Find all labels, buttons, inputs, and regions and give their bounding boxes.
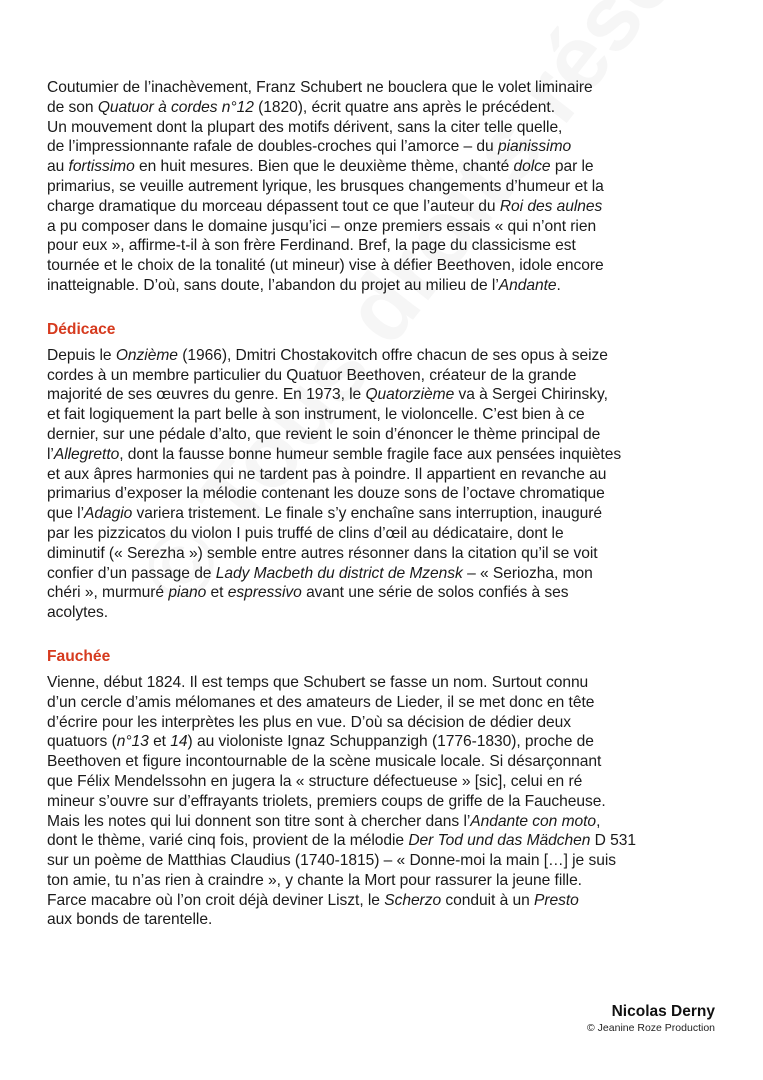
text-run: tournée et le choix de la tonalité (ut mineur) vise à défier Beethoven, idole encore [47, 257, 604, 275]
text-run: et fait logiquement la part belle à son instrument, le violoncelle. C’est bien à ce [47, 406, 585, 424]
italic-text: Onzième [115, 346, 178, 364]
text-run: primarius d’exposer la mélodie contenant les douze sons de l’octave chromatique [47, 485, 605, 503]
text-run: et aux âpres harmonies qui ne tardent pas à poindre. Il appartient en revanche au [47, 465, 607, 483]
text-run: , dont la fausse bonne humeur semble fragile face aux pensées inquiètes [119, 445, 622, 463]
text-run: ton amie, tu n’as rien à craindre », y chante la Mort pour rassurer la jeune fille. [47, 871, 582, 889]
text-line [47, 583, 737, 603]
text-line [47, 871, 737, 891]
text-run: Vienne, début 1824. Il est temps que Schubert se fasse un nom. Surtout connu [47, 673, 589, 691]
text-run: – « Seriozha, mon [462, 564, 593, 582]
author-name: Nicolas Derny [611, 1003, 715, 1020]
text-line [47, 78, 737, 98]
text-run: va à Sergei Chirinsky, [454, 386, 608, 404]
text-run: Depuis le [47, 346, 116, 364]
text-run: dernier, sur une pédale d’alto, que revient le soin d’énoncer le thème principal de [47, 425, 601, 443]
text-run: diminutif (« Serezha ») semble entre autres résonner dans la citation qu’il se voit [47, 544, 598, 562]
text-line [47, 118, 737, 138]
text-line [47, 891, 737, 911]
text-line [47, 98, 737, 118]
italic-text: Scherzo [384, 891, 442, 909]
text-line [47, 792, 737, 812]
text-run: aux bonds de tarentelle. [47, 911, 213, 929]
text-run: par les pizzicatos du violon I puis truffé de clins d’œil au dédicataire, dont le [47, 524, 564, 542]
text-line [47, 366, 737, 386]
section-heading-fauchee: Fauchée [47, 647, 111, 665]
text-run: Beethoven et figure incontournable de la scène musicale locale. Si désarçonnant [47, 753, 602, 771]
italic-text: Quatuor à cordes n°12 [97, 98, 254, 116]
text-run: l’ [47, 445, 54, 463]
text-run: acolytes. [47, 604, 109, 622]
text-line [47, 236, 737, 256]
text-run: avant une série de solos confiés à ses [301, 584, 569, 602]
text-line [47, 544, 737, 564]
text-run: cordes à un membre particulier du Quatuor Beethoven, créateur de la grande [47, 366, 577, 384]
italic-text: dolce [513, 158, 551, 176]
text-run: . [556, 276, 561, 294]
text-run: conduit à un [441, 891, 535, 909]
italic-text: Adagio [83, 505, 133, 523]
text-line [47, 603, 737, 623]
intro-paragraph [47, 78, 737, 296]
text-run: que Félix Mendelssohn en jugera la « structure défectueuse » [sic], celui en ré [47, 772, 583, 790]
text-run: par le [550, 158, 594, 176]
text-run: d’un cercle d’amis mélomanes et des amateurs de Lieder, il se met donc en tête [47, 693, 595, 711]
text-run: , [596, 812, 601, 830]
text-line [47, 177, 737, 197]
dedicace-paragraph [47, 346, 737, 623]
text-line [47, 385, 737, 405]
text-run: et [148, 733, 171, 751]
text-run: de l’impressionnante rafale de doubles-croches qui l’amorce – du [47, 138, 498, 156]
text-run: (1966), Dmitri Chostakovitch offre chacun de ses opus à seize [177, 346, 608, 364]
text-line [47, 851, 737, 871]
text-line [47, 484, 737, 504]
text-run: sur un poème de Matthias Claudius (1740-1815) – « Donne-moi la main […] je suis [47, 852, 616, 870]
text-run: d’écrire pour les interprètes les plus en vue. D’où sa décision de dédier deux [47, 713, 571, 731]
italic-text: Allegretto [53, 445, 120, 463]
text-line [47, 465, 737, 485]
text-run: et [206, 584, 228, 602]
text-run: quatuors ( [47, 733, 117, 751]
text-line [47, 752, 737, 772]
italic-text: Der Tod und das Mädchen [408, 832, 591, 850]
text-line [47, 524, 737, 544]
fauchee-paragraph [47, 673, 737, 930]
text-run: Mais les notes qui lui donnent son titre sont à chercher dans l’ [47, 812, 471, 830]
italic-text: Andante con moto [470, 812, 597, 830]
text-run: de son [47, 98, 98, 116]
text-run: que l’ [47, 505, 84, 523]
text-line [47, 445, 737, 465]
text-run: dont le thème, varié cinq fois, provient de la mélodie [47, 832, 409, 850]
section-heading-dedicace: Dédicace [47, 320, 116, 338]
text-run: D 531 [590, 832, 637, 850]
text-line [47, 157, 737, 177]
text-line [47, 504, 737, 524]
text-line [47, 405, 737, 425]
italic-text: Presto [534, 891, 579, 909]
text-line [47, 673, 737, 693]
italic-text: espressivo [227, 584, 302, 602]
text-run: ) au violoniste Ignaz Schuppanzigh (1776-1830), proche de [187, 733, 594, 751]
text-run: majorité de ses œuvres du genre. En 1973, le [47, 386, 366, 404]
italic-text: piano [168, 584, 207, 602]
text-line [47, 812, 737, 832]
text-run: charge dramatique du morceau dépassent tout ce que l’auteur du [47, 197, 500, 215]
text-run: (1820), écrit quatre ans après le précédent. [253, 98, 555, 116]
text-line [47, 256, 737, 276]
text-line [47, 564, 737, 584]
photo-credit: © Jeanine Roze Production [587, 1022, 715, 1034]
italic-text: 14 [170, 733, 188, 751]
text-run: primarius, se veuille autrement lyrique, les brusques changements d’humeur et la [47, 177, 604, 195]
signature [587, 1003, 715, 1035]
text-run: chéri », murmuré [47, 584, 169, 602]
text-line [47, 831, 737, 851]
text-line [47, 197, 737, 217]
text-line [47, 772, 737, 792]
text-run: variera tristement. Le finale s’y enchaîne sans interruption, inauguré [132, 505, 602, 523]
text-run: Coutumier de l’inachèvement, Franz Schubert ne bouclera que le volet liminaire [47, 79, 593, 96]
text-line [47, 137, 737, 157]
text-run: mineur s’ouvre sur d’effrayants triolets, premiers coups de griffe de la Faucheuse. [47, 792, 606, 810]
italic-text: Andante [498, 276, 557, 294]
italic-text: n°13 [116, 733, 149, 751]
text-line [47, 693, 737, 713]
text-line [47, 346, 737, 366]
text-line [47, 713, 737, 733]
article [47, 78, 737, 930]
text-run: au [47, 158, 69, 176]
text-run: pour eux », affirme-t-il à son frère Ferdinand. Bref, la page du classicisme est [47, 237, 576, 255]
text-run: confier d’un passage de [47, 564, 216, 582]
text-run: inatteignable. D’où, sans doute, l’abandon du projet au milieu de l’ [47, 276, 499, 294]
text-line [47, 217, 737, 237]
italic-text: Lady Macbeth du district de Mzensk [215, 564, 463, 582]
text-run: Un mouvement dont la plupart des motifs dérivent, sans la citer telle quelle, [47, 118, 563, 136]
italic-text: Roi des aulnes [499, 197, 603, 215]
text-line [47, 425, 737, 445]
text-run: a pu composer dans le domaine jusqu’ici – onze premiers essais « qui n’ont rien [47, 217, 597, 235]
text-line [47, 910, 737, 930]
italic-text: Quatorzième [365, 386, 455, 404]
italic-text: pianissimo [497, 138, 572, 156]
text-run: en huit mesures. Bien que le deuxième thème, chanté [134, 158, 514, 176]
italic-text: fortissimo [68, 158, 135, 176]
text-line [47, 732, 737, 752]
text-run: Farce macabre où l’on croit déjà deviner Liszt, le [47, 891, 385, 909]
text-line [47, 276, 737, 296]
